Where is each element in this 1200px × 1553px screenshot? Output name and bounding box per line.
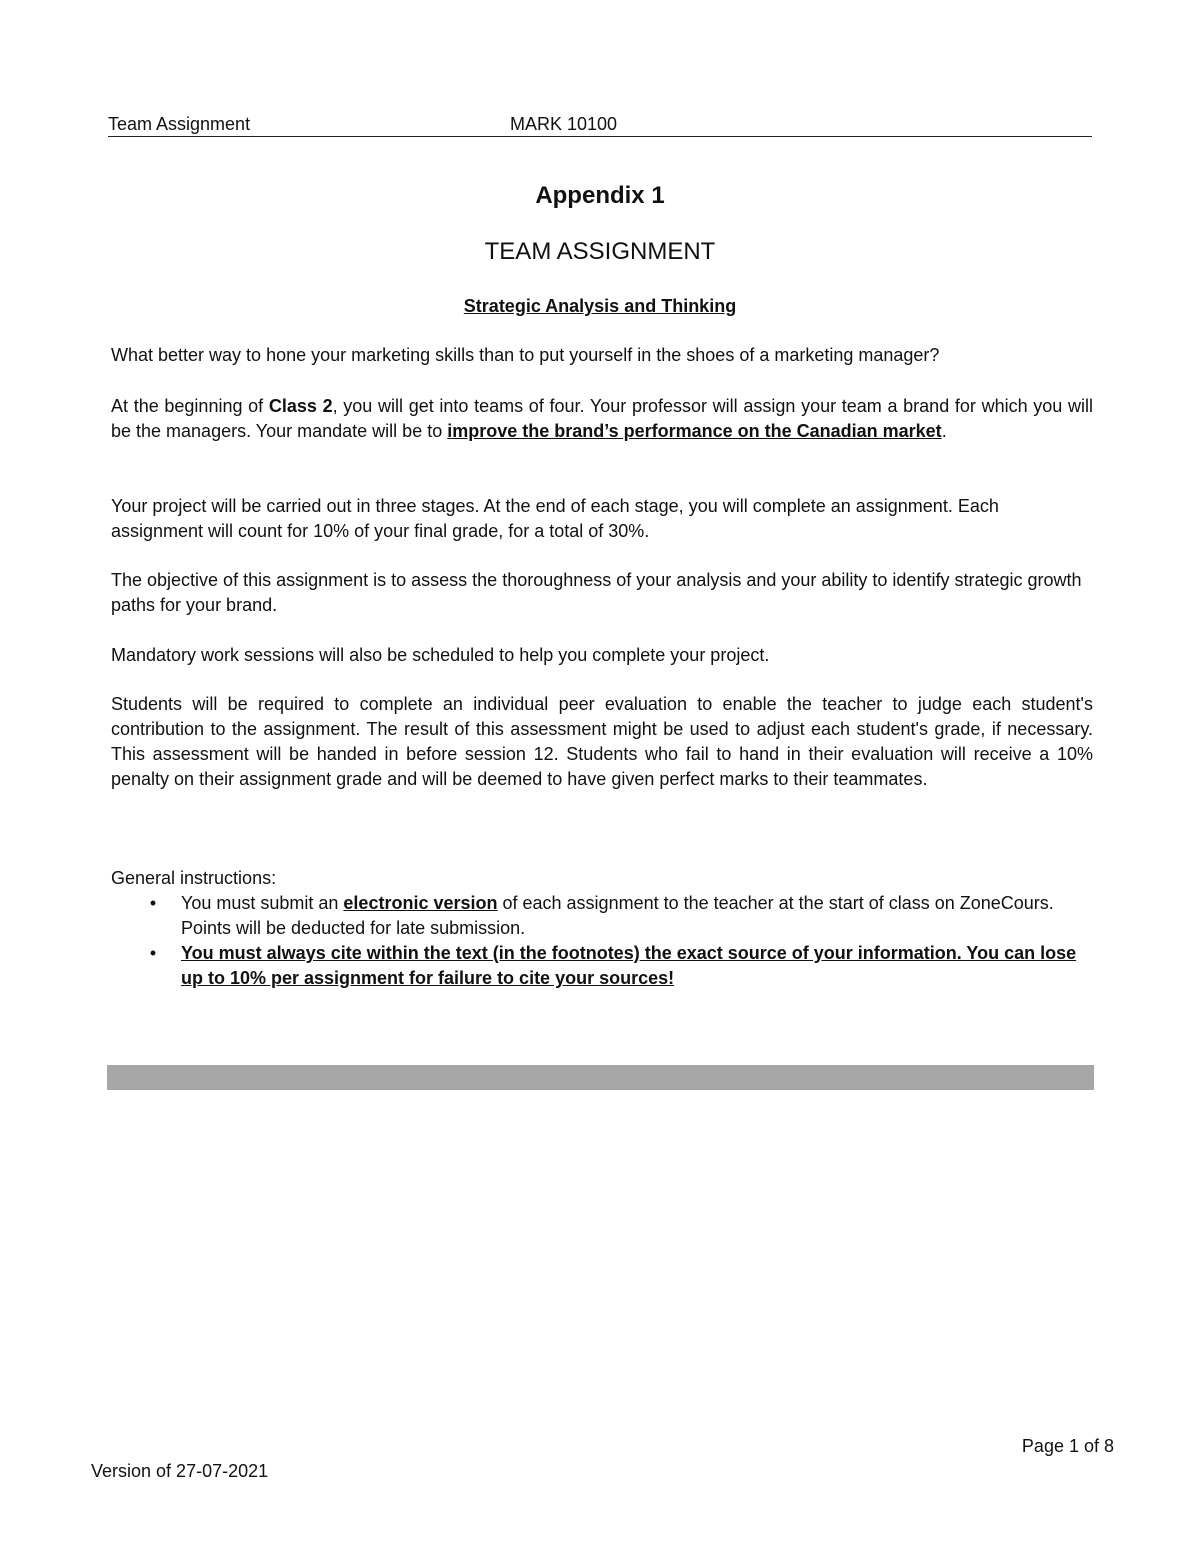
class-2-emphasis: Class 2 (268, 396, 333, 416)
electronic-version-emphasis: electronic version (343, 893, 498, 913)
paragraph-work-sessions: Mandatory work sessions will also be scheduled to help you complete your project. (111, 645, 770, 665)
paragraph-teams (111, 394, 1093, 444)
item1-text-a: You must submit an (181, 893, 344, 913)
paragraph-teams-text-b: , you will get into teams of four. Your professor will assign your team a brand for which you will be the managers. Your mandate will be to (111, 396, 1093, 441)
paragraph-peer-evaluation: Students will be required to complete an individual peer evaluation to enable the teacher to judge each student's contribution to the assignment. The result of this assessment might be used to adjust each student's grade, if necessary. This assessment will be handed in before session 12. Students who fail to hand in their evaluation will receive a 10% penalty on their assignment grade and will be deemed to have given perfect marks to their teammates. (111, 694, 1093, 789)
paragraph-intro: What better way to hone your marketing skills than to put yourself in the shoes of a marketing manager? (111, 345, 940, 365)
paragraph-objective: The objective of this assignment is to assess the thoroughness of your analysis and your ability to identify strategic growth paths for your brand. (111, 570, 1082, 615)
instructions-list (111, 891, 1093, 991)
document-title: TEAM ASSIGNMENT (484, 238, 716, 265)
page-number: Page 1 of 8 (1021, 1436, 1114, 1456)
paragraph-teams-text-a: At the beginning of (111, 396, 269, 416)
paragraph-stages: Your project will be carried out in three stages. At the end of each stage, you will complete an assignment. Each assignment will count for 10% of your final grade, for a total of 30%. (111, 496, 999, 541)
version-date: Version of 27-07-2021 (91, 1461, 269, 1481)
header-course-code: MARK 10100 (510, 114, 618, 134)
citation-warning: You must always cite within the text (in the footnotes) the exact source of your information. You can lose up to 10% per assignment for failure to cite your sources! (181, 943, 1077, 988)
page-header (108, 112, 1092, 137)
section-subtitle: Strategic Analysis and Thinking (463, 296, 737, 316)
gray-divider-bar (107, 1065, 1094, 1090)
item1-text-b: of each assignment to the teacher at the start of class on ZoneCours. Points will be deducted for late submission. (181, 893, 1054, 938)
list-item (111, 891, 1093, 941)
mandate-emphasis: improve the brand’s performance on the Canadian market (447, 421, 942, 441)
bullet-icon: • (149, 943, 157, 963)
list-item (111, 941, 1093, 991)
general-instructions-heading: General instructions: (111, 868, 277, 888)
paragraph-teams-text-c: . (941, 421, 947, 441)
bullet-icon: • (149, 893, 157, 913)
appendix-title: Appendix 1 (535, 182, 665, 209)
header-left-text: Team Assignment (108, 114, 251, 134)
